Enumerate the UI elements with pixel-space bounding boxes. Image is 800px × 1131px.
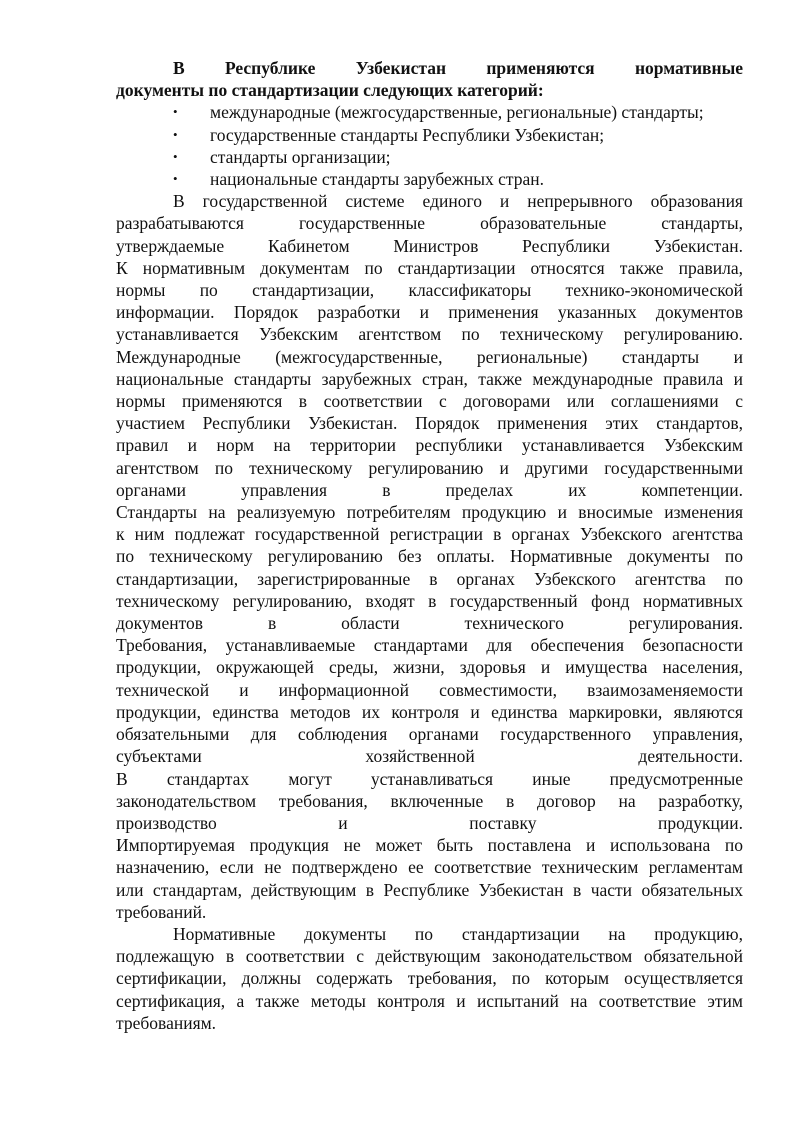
text-line: Стандарты на реализуемую потребителям продукцию и вносимые изменения (116, 502, 743, 523)
text-line: агентством по техническому регулированию и другими государственными (116, 457, 743, 478)
text-line: по техническому регулированию без оплаты. Нормативные документы по (116, 546, 743, 567)
text-line: устанавливается Узбекским агентством по техническому регулированию. (116, 324, 743, 345)
bullet-icon: • (173, 126, 178, 142)
text-line: нормы по стандартизации, классификаторы технико-экономической (116, 280, 743, 301)
text-line: продукции, окружающей среды, жизни, здоровья и имущества населения, (116, 657, 743, 678)
text-line: субъектами хозяйственной деятельности. (116, 746, 743, 767)
text-line: В стандартах могут устанавливаться иные предусмотренные (116, 768, 743, 789)
document-heading (116, 57, 743, 101)
category-text: международные (межгосударственные, региональные) стандарты; (210, 102, 704, 123)
text-line: сертификация, а также методы контроля и испытаний на соответствие этим (116, 990, 743, 1011)
text-line: назначению, если не подтверждено ее соответствие техническим регламентам (116, 857, 743, 878)
text-line: сертификации, должны содержать требования, по которым осуществляется (116, 968, 743, 989)
text-line: законодательством требования, включенные в договор на разработку, (116, 790, 743, 811)
text-line: или стандартам, действующим в Республике Узбекистан в части обязательных (116, 879, 743, 900)
text-line: документов в области технического регулирования. (116, 613, 743, 634)
category-list-item (116, 168, 743, 190)
text-line: Требования, устанавливаемые стандартами для обеспечения безопасности (116, 635, 743, 656)
text-line: производство и поставку продукции. (116, 812, 743, 833)
text-line: Международные (межгосударственные, региональные) стандарты и (116, 346, 743, 367)
category-text: стандарты организации; (210, 146, 391, 167)
text-line: разрабатываются государственные образовательные стандарты, (116, 213, 743, 234)
bullet-icon: • (173, 171, 178, 187)
text-line: требованиям. (116, 1012, 217, 1033)
text-line: национальные стандарты зарубежных стран, также международные правила и (116, 368, 743, 389)
category-text: национальные стандарты зарубежных стран. (210, 169, 544, 190)
category-list-item (116, 146, 743, 168)
text-line: нормы применяются в соответствии с договорами или соглашениями с (116, 391, 743, 412)
document-page (116, 57, 743, 1034)
category-list (116, 101, 743, 190)
text-line: требований. (116, 901, 207, 922)
text-line: К нормативным документам по стандартизации относятся также правила, (116, 257, 743, 278)
text-line: к ним подлежат государственной регистрации в органах Узбекского агентства (116, 524, 743, 545)
text-line: органами управления в пределах их компетенции. (116, 479, 743, 500)
text-line: техническому регулированию, входят в государственный фонд нормативных (116, 590, 743, 611)
heading-line-2: документы по стандартизации следующих категорий: (116, 80, 544, 101)
heading-line-1: В Республике Узбекистан применяются нормативные (173, 58, 743, 78)
final-paragraph (116, 923, 743, 1034)
text-line: подлежащую в соответствии с действующим законодательством обязательной (116, 946, 743, 967)
bullet-icon: • (173, 104, 178, 120)
text-line: продукции, единства методов их контроля и единства маркировки, являются (116, 701, 743, 722)
text-line: обязательными для соблюдения органами государственного управления, (116, 724, 743, 745)
text-line: участием Республики Узбекистан. Порядок применения этих стандартов, (116, 413, 743, 434)
text-line: В государственной системе единого и непрерывного образования (173, 191, 743, 212)
category-list-item (116, 124, 743, 146)
text-line: утверждаемые Кабинетом Министров Республики Узбекистан. (116, 235, 743, 256)
text-line: правил и норм на территории республики устанавливается Узбекским (116, 435, 743, 456)
text-line: технической и информационной совместимости, взаимозаменяемости (116, 679, 743, 700)
text-line: информации. Порядок разработки и применения указанных документов (116, 302, 743, 323)
bullet-icon: • (173, 148, 178, 164)
category-text: государственные стандарты Республики Узбекистан; (210, 124, 605, 145)
text-line: Импортируемая продукция не может быть поставлена и использована по (116, 835, 743, 856)
body-text (116, 190, 743, 923)
text-line: стандартизации, зарегистрированные в органах Узбекского агентства по (116, 568, 743, 589)
text-line: Нормативные документы по стандартизации на продукцию, (173, 923, 743, 944)
category-list-item (116, 101, 743, 123)
